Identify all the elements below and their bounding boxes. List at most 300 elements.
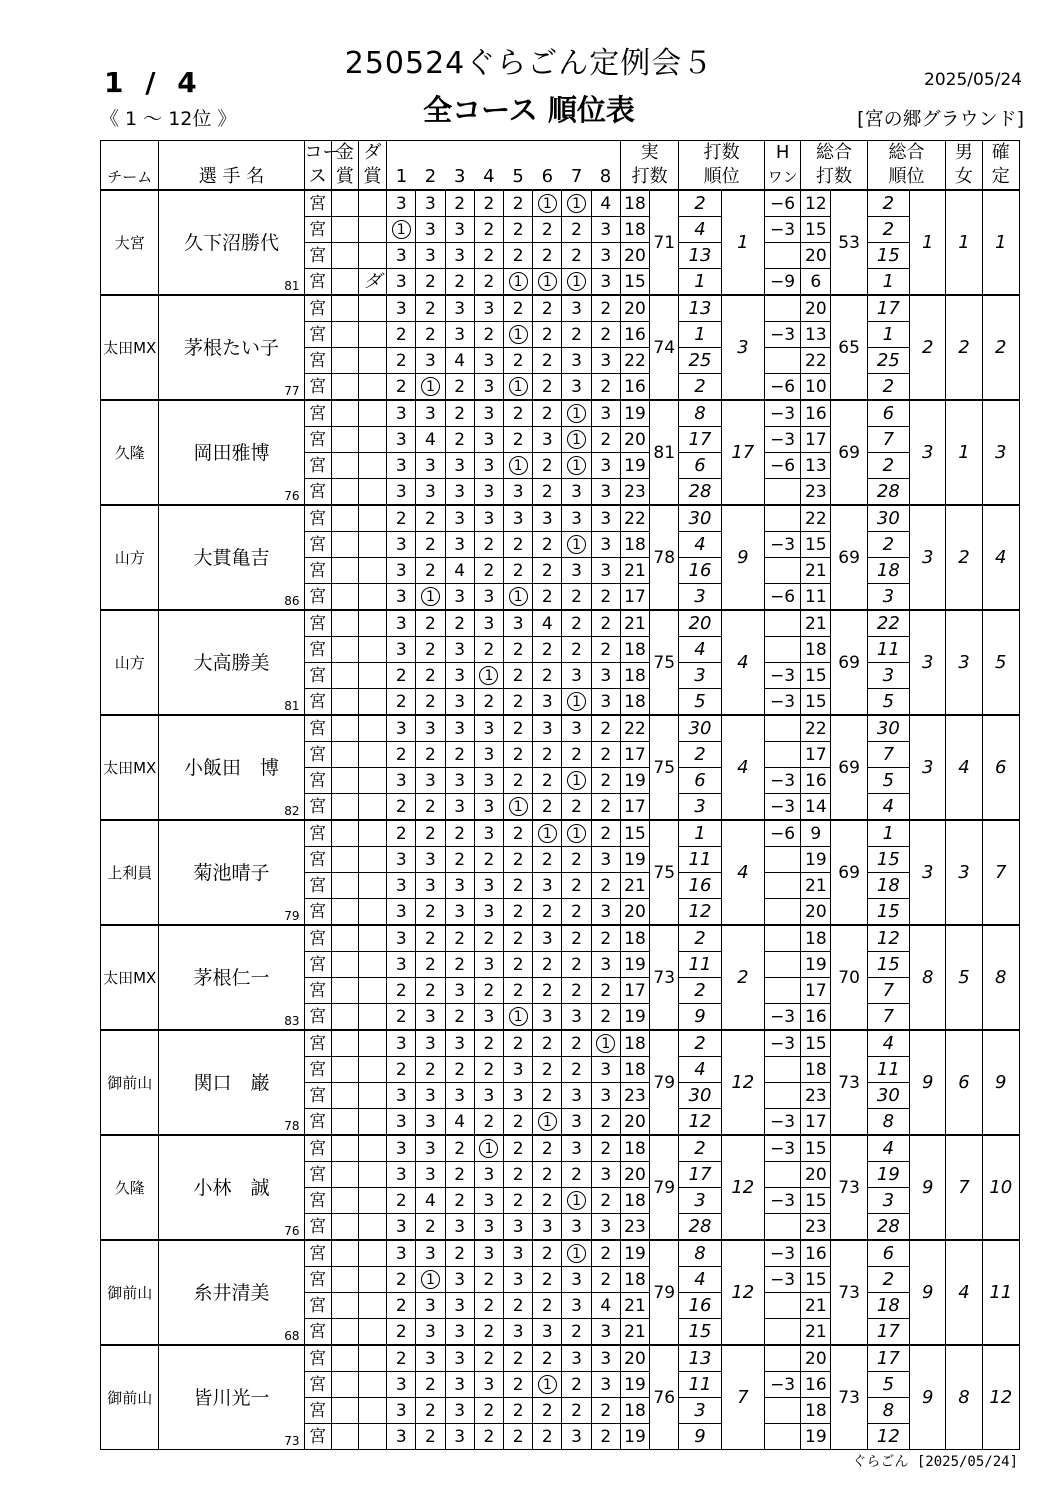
team-cell (101, 925, 159, 1030)
hole-score-cell (591, 1398, 620, 1424)
da-cell (358, 1372, 386, 1398)
final-header-top: 確 (982, 141, 1019, 166)
hole-score: 2 (541, 245, 553, 266)
hole-score: 2 (512, 1348, 524, 1369)
hole-score-cell (562, 847, 591, 873)
team-name: 御前山 (107, 1283, 153, 1302)
player-age: 81 (284, 699, 300, 713)
hole-score-cell (445, 794, 474, 821)
final-rank-cell: 2 (982, 295, 1019, 400)
combined-round-cell: 20 (801, 899, 831, 926)
hole-score-cell (591, 1240, 620, 1267)
hole-score: 2 (425, 1426, 436, 1447)
course-cell: 宮 (304, 663, 331, 689)
hole-score: 2 (541, 954, 553, 975)
hole-score-cell (445, 1004, 474, 1031)
hole-score: 4 (600, 1295, 612, 1316)
kin-cell (331, 1267, 358, 1293)
kin-cell (331, 427, 358, 453)
hole-score: 2 (395, 376, 407, 397)
hole-score-cell (387, 1372, 416, 1398)
hole-in-one-bonus-cell: −3 (764, 663, 800, 689)
hole-score: 3 (395, 455, 407, 476)
hole-score: 3 (600, 1321, 612, 1342)
da-cell (358, 1319, 386, 1346)
hole-score-cell (504, 295, 533, 322)
course-cell: 宮 (304, 1030, 331, 1057)
hole-score-cell (474, 374, 503, 401)
kin-cell (331, 1214, 358, 1241)
hole-score: 2 (571, 980, 582, 1001)
kin-cell (331, 794, 358, 821)
hole-score-cell (504, 400, 533, 427)
hole-score-cell (445, 532, 474, 558)
hole-score-cell (533, 952, 562, 978)
hole-score: 2 (483, 1059, 495, 1080)
hole-score-cell (591, 479, 620, 506)
hole-in-one-bonus-cell: −3 (764, 689, 800, 716)
course-cell: 宮 (304, 820, 331, 847)
hole-score: 2 (512, 718, 524, 739)
combined-round-rank-cell: 2 (867, 374, 909, 401)
round-rank-cell: 3 (679, 1398, 721, 1424)
round-score-cell: 20 (620, 243, 649, 269)
round-rank-cell: 9 (679, 1424, 721, 1450)
hole-score: 2 (541, 980, 553, 1001)
hole-score-cell (591, 243, 620, 269)
hole-in-one-bonus-cell (764, 899, 800, 926)
player-age: 79 (284, 909, 300, 923)
hole-score-cell (591, 348, 620, 374)
hole-in-one-mark: 1 (479, 1139, 498, 1158)
kin-cell (331, 1345, 358, 1372)
round-score-cell: 19 (620, 768, 649, 794)
kin-cell (331, 217, 358, 243)
da-cell (358, 243, 386, 269)
total-strokes-cell: 74 (650, 295, 679, 400)
da-cell (358, 1424, 386, 1450)
combined-round-cell: 20 (801, 243, 831, 269)
hole-score-cell (591, 715, 620, 742)
hole-score-cell (591, 532, 620, 558)
hole-score-cell (533, 1345, 562, 1372)
hole-score-cell (591, 637, 620, 663)
hole-in-one-bonus-cell (764, 610, 800, 637)
kin-cell (331, 847, 358, 873)
hole-score: 2 (483, 849, 495, 870)
hole-score: 2 (454, 1164, 466, 1185)
hole-score: 2 (512, 823, 524, 844)
hole-score-cell (591, 689, 620, 716)
hole-score-cell (445, 322, 474, 348)
hole-score: 3 (600, 534, 612, 555)
hole-score-cell (387, 820, 416, 847)
combined-round-rank-cell: 4 (867, 1135, 909, 1162)
hole-score: 2 (425, 823, 436, 844)
combined-header-bottom: 打数 (801, 165, 867, 190)
combined-round-rank-cell: 2 (867, 1267, 909, 1293)
combined-round-cell: 15 (801, 1030, 831, 1057)
hole-score: 2 (541, 639, 553, 660)
hole-score-cell (591, 610, 620, 637)
hole-score: 2 (483, 324, 495, 345)
hole-score: 2 (425, 534, 436, 555)
hole-score: 3 (454, 481, 466, 502)
hole-score-cell (416, 1004, 445, 1031)
hole-score-cell (504, 348, 533, 374)
hole-score-cell (504, 190, 533, 217)
player-name: 茅根仁一 (193, 966, 270, 989)
combined-round-rank-cell: 2 (867, 532, 909, 558)
player-name-cell (159, 925, 304, 1030)
hole-score: 3 (600, 954, 612, 975)
hole-score-cell (504, 322, 533, 348)
combined-round-rank-cell: 18 (867, 1293, 909, 1319)
hole-score-cell (416, 689, 445, 716)
hole-score: 2 (425, 928, 436, 949)
hole-score: 3 (541, 875, 553, 896)
hole-score: 3 (541, 691, 553, 712)
hole-score-cell (591, 1345, 620, 1372)
hole-score-cell (591, 584, 620, 611)
hole-score-cell (416, 742, 445, 768)
round-score-cell: 18 (620, 663, 649, 689)
combined-round-cell: 6 (801, 269, 831, 296)
jitsu-header-bottom: 打数 (620, 165, 678, 190)
hole-score-cell (562, 794, 591, 821)
hole-score-cell (533, 873, 562, 899)
combined-round-cell: 21 (801, 1293, 831, 1319)
hole-score-cell (416, 715, 445, 742)
hole-score-cell (591, 1214, 620, 1241)
hole-score-cell (387, 479, 416, 506)
combined-round-rank-cell: 30 (867, 1083, 909, 1109)
hole-score: 3 (454, 245, 466, 266)
hole-score-cell (474, 1372, 503, 1398)
hole-score-cell (445, 1030, 474, 1057)
hole-score-cell (591, 978, 620, 1004)
final-rank-cell: 10 (982, 1135, 1019, 1240)
hole-score-cell (562, 505, 591, 532)
player-name-cell (159, 190, 304, 295)
combined-round-cell: 19 (801, 847, 831, 873)
hole-score: 3 (571, 508, 582, 529)
hole-score-cell (474, 453, 503, 479)
hone-header-bottom: ワン (764, 165, 800, 190)
round-rank-cell: 8 (679, 1240, 721, 1267)
hole-score-cell (533, 1057, 562, 1083)
kin-cell (331, 1240, 358, 1267)
hole-score-cell (504, 532, 533, 558)
da-cell (358, 374, 386, 401)
combined-round-cell: 19 (801, 952, 831, 978)
combined-round-rank-cell: 3 (867, 663, 909, 689)
hole-score-cell (533, 1372, 562, 1398)
hole-score: 3 (512, 1243, 524, 1264)
combined-round-rank-cell: 4 (867, 1030, 909, 1057)
hole-score-cell (387, 978, 416, 1004)
hole-score-cell (562, 1030, 591, 1057)
hole-score-cell (562, 558, 591, 584)
holes-header-top (387, 141, 621, 166)
course-cell: 宮 (304, 1135, 331, 1162)
hole-score-cell (474, 1398, 503, 1424)
hole-score-cell (416, 505, 445, 532)
hole-score: 3 (483, 298, 495, 319)
team-cell (101, 505, 159, 610)
team-name: 大宮 (114, 233, 145, 252)
hole-score: 3 (600, 1059, 612, 1080)
hole-score: 3 (483, 350, 495, 371)
gender-rank-cell: 4 (946, 1240, 982, 1345)
hole-score: 3 (512, 481, 524, 502)
hole-score: 2 (425, 691, 436, 712)
course-cell: 宮 (304, 742, 331, 768)
hole-score: 3 (571, 1269, 582, 1290)
hole-in-one-mark: 1 (567, 535, 586, 554)
hole-score: 3 (541, 429, 553, 450)
hole-score: 3 (541, 1216, 553, 1237)
hole-in-one-bonus-cell: −3 (764, 1135, 800, 1162)
combined-total-cell: 53 (831, 190, 867, 295)
kin-cell (331, 978, 358, 1004)
hole-score-cell (591, 1372, 620, 1398)
kin-cell (331, 374, 358, 401)
hole-header: 8 (591, 165, 620, 190)
hole-score: 2 (425, 560, 436, 581)
hole-score-cell (504, 1162, 533, 1188)
course-cell: 宮 (304, 217, 331, 243)
hole-score: 3 (395, 639, 407, 660)
hole-score-cell (474, 689, 503, 716)
hole-score-cell (387, 1398, 416, 1424)
hole-in-one-mark: 1 (538, 824, 557, 843)
hole-in-one-mark: 1 (421, 1270, 440, 1289)
gender-rank-cell: 2 (946, 295, 982, 400)
hole-in-one-bonus-cell (764, 243, 800, 269)
hole-score-cell (416, 1214, 445, 1241)
hole-score-cell (533, 1240, 562, 1267)
da-cell (358, 978, 386, 1004)
combined-round-cell: 22 (801, 715, 831, 742)
hole-score-cell (474, 1240, 503, 1267)
hole-score-cell (591, 1083, 620, 1109)
combined-round-cell: 13 (801, 322, 831, 348)
table-row (101, 1030, 1020, 1057)
combined-round-rank-cell: 7 (867, 742, 909, 768)
hole-score-cell (416, 1267, 445, 1293)
hole-score: 3 (483, 770, 495, 791)
hole-in-one-mark: 1 (392, 220, 411, 239)
hole-score: 2 (512, 1164, 524, 1185)
round-rank-cell: 2 (679, 978, 721, 1004)
hole-score: 2 (600, 823, 612, 844)
combined-round-rank-cell: 19 (867, 1162, 909, 1188)
hole-score: 3 (454, 691, 466, 712)
hole-score: 2 (512, 1426, 524, 1447)
hole-score-cell (416, 322, 445, 348)
kin-cell (331, 1030, 358, 1057)
hole-score-cell (445, 952, 474, 978)
hole-score: 2 (395, 796, 407, 817)
hole-score: 2 (454, 271, 466, 292)
combined-round-rank-cell: 3 (867, 1188, 909, 1214)
combined-round-rank-cell: 15 (867, 847, 909, 873)
hole-score-cell (504, 1135, 533, 1162)
gender-rank-cell: 2 (946, 505, 982, 610)
kin-cell (331, 820, 358, 847)
overall-rank-cell: 2 (910, 295, 946, 400)
hole-score: 2 (600, 639, 612, 660)
hole-score: 4 (600, 193, 612, 214)
hole-score-cell (474, 1424, 503, 1450)
hole-score-cell (387, 1214, 416, 1241)
hole-score-cell (387, 715, 416, 742)
round-rank-cell: 20 (679, 610, 721, 637)
table-row (101, 1240, 1020, 1267)
combined-round-rank-cell: 30 (867, 505, 909, 532)
hole-score-cell (474, 400, 503, 427)
hole-score: 2 (600, 718, 612, 739)
hole-score-cell (387, 742, 416, 768)
da-cell (358, 1083, 386, 1109)
hole-score-cell (445, 1083, 474, 1109)
hole-score-cell (445, 217, 474, 243)
hole-score-cell (562, 479, 591, 506)
kin-cell (331, 715, 358, 742)
hole-score: 3 (395, 1426, 407, 1447)
hole-score: 3 (600, 245, 612, 266)
hole-in-one-bonus-cell (764, 348, 800, 374)
combined-round-rank-cell: 5 (867, 1372, 909, 1398)
hole-score: 3 (395, 193, 407, 214)
hole-score-cell (474, 505, 503, 532)
hole-score-cell (445, 584, 474, 611)
hole-in-one-bonus-cell (764, 1057, 800, 1083)
hole-score: 3 (600, 455, 612, 476)
hole-score-cell (533, 1135, 562, 1162)
hole-score: 3 (600, 350, 612, 371)
hole-score: 2 (454, 1006, 466, 1027)
hole-in-one-mark: 1 (567, 1244, 586, 1263)
hole-score-cell (591, 400, 620, 427)
da-cell (358, 558, 386, 584)
hole-score: 2 (600, 875, 612, 896)
hole-score: 2 (541, 1059, 553, 1080)
hole-score-cell (474, 978, 503, 1004)
hole-in-one-bonus-cell (764, 873, 800, 899)
hole-score-cell (416, 584, 445, 611)
hole-score: 2 (571, 639, 582, 660)
hole-in-one-bonus-cell (764, 479, 800, 506)
hole-score-cell (533, 532, 562, 558)
player-name: 岡田雅博 (193, 441, 270, 464)
hole-score-cell (445, 663, 474, 689)
hole-score-cell (533, 1267, 562, 1293)
round-score-cell: 22 (620, 348, 649, 374)
round-score-cell: 20 (620, 1109, 649, 1136)
hole-score-cell (504, 505, 533, 532)
total-strokes-cell: 79 (650, 1135, 679, 1240)
hole-score: 2 (541, 455, 553, 476)
combined-round-cell: 9 (801, 820, 831, 847)
da-cell (358, 1398, 386, 1424)
hole-score-cell (416, 269, 445, 296)
kin-cell (331, 1424, 358, 1450)
hole-score: 2 (512, 219, 524, 240)
hole-score: 2 (512, 193, 524, 214)
combined-round-rank-cell: 1 (867, 322, 909, 348)
final-rank-cell: 9 (982, 1030, 1019, 1135)
table-row (101, 1345, 1020, 1372)
hole-score-cell (445, 637, 474, 663)
hole-score: 3 (425, 481, 436, 502)
round-rank-cell: 6 (679, 453, 721, 479)
hole-score: 3 (483, 586, 495, 607)
hole-score-cell (474, 532, 503, 558)
hole-score-cell (474, 847, 503, 873)
hole-score: 2 (483, 560, 495, 581)
hole-score-cell (504, 1188, 533, 1214)
course-cell: 宮 (304, 873, 331, 899)
combined-round-rank-cell: 18 (867, 873, 909, 899)
round-score-cell: 17 (620, 584, 649, 611)
hole-score: 3 (483, 1085, 495, 1106)
hole-score-cell (445, 925, 474, 952)
rank-range: 《 1 ～ 12位 》 (100, 108, 237, 130)
da-header-top: ダ (358, 141, 386, 166)
hole-score-cell (445, 715, 474, 742)
combined-round-rank-cell: 1 (867, 269, 909, 296)
team-name: 太田MX (103, 338, 157, 357)
hole-score: 2 (454, 1138, 466, 1159)
hole-score-cell (416, 1319, 445, 1346)
combined-round-cell: 15 (801, 217, 831, 243)
hole-score-cell (416, 1240, 445, 1267)
hole-score-cell (387, 348, 416, 374)
hole-score: 3 (600, 481, 612, 502)
player-age: 76 (284, 489, 300, 503)
hole-score-cell (504, 1345, 533, 1372)
round-score-cell: 20 (620, 899, 649, 926)
hole-in-one-bonus-cell: −3 (764, 1372, 800, 1398)
hole-score-cell (533, 427, 562, 453)
hole-in-one-mark: 1 (421, 587, 440, 606)
team-name: 御前山 (107, 1388, 153, 1407)
hole-score-cell (416, 952, 445, 978)
hole-score-cell (504, 427, 533, 453)
hole-score-cell (387, 637, 416, 663)
hole-header: 5 (504, 165, 533, 190)
hole-score-cell (533, 453, 562, 479)
kin-cell (331, 1188, 358, 1214)
hole-score: 3 (600, 691, 612, 712)
hole-score-cell (591, 820, 620, 847)
hole-score: 2 (571, 796, 582, 817)
hole-score: 3 (571, 298, 582, 319)
hole-score: 2 (425, 901, 436, 922)
hole-in-one-mark: 1 (509, 797, 528, 816)
hole-header: 4 (474, 165, 503, 190)
hole-score: 3 (454, 639, 466, 660)
round-rank-cell: 2 (679, 1135, 721, 1162)
hole-score: 3 (600, 901, 612, 922)
hole-score-cell (504, 1372, 533, 1398)
kin-cell (331, 479, 358, 506)
combined-round-rank-cell: 17 (867, 1319, 909, 1346)
hole-in-one-bonus-cell (764, 558, 800, 584)
hole-score: 2 (571, 875, 582, 896)
